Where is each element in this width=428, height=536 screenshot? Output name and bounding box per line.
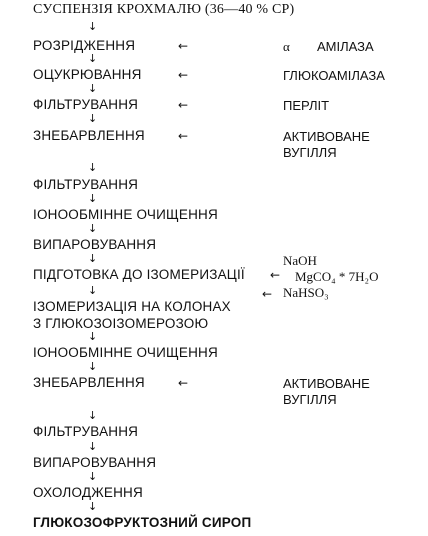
step-filtration-3: ФІЛЬТРУВАННЯ — [33, 424, 139, 439]
down-arrow-icon: ↓ — [88, 440, 98, 453]
step-cooling: ОХОЛОДЖЕННЯ — [33, 485, 143, 500]
step-evaporation-2: ВИПАРОВУВАННЯ — [33, 455, 157, 470]
step-evaporation-1: ВИПАРОВУВАННЯ — [33, 237, 157, 252]
down-arrow-icon: ↓ — [88, 112, 98, 125]
reagent-activated-carbon-2a: АКТИВОВАНЕ — [283, 376, 370, 391]
step-isomerization-line1: ІЗОМЕРИЗАЦІЯ НА КОЛОНАХ — [33, 299, 231, 314]
reagent-perlite: ПЕРЛІТ — [283, 98, 330, 113]
reagent-activated-carbon-1b: ВУГІЛЛЯ — [283, 145, 337, 160]
reagent-amylase: АМІЛАЗА — [317, 39, 374, 54]
step-ion-exchange-1: ІОНООБМІННЕ ОЧИЩЕННЯ — [33, 207, 218, 222]
step-starch-suspension: СУСПЕНЗІЯ КРОХМАЛЮ (36—40 % СР) — [33, 2, 295, 17]
step-decolorization-2: ЗНЕБАРВЛЕННЯ — [33, 375, 145, 390]
reagent-mgco4: MgCO₄ * 7H₂O — [295, 269, 379, 284]
step-decolorization-1: ЗНЕБАРВЛЕННЯ — [33, 128, 145, 143]
down-arrow-icon: ↓ — [88, 330, 98, 343]
down-arrow-icon: ↓ — [88, 222, 98, 235]
reagent-nahso3: NaHSO₃ — [283, 285, 329, 300]
reagent-glucoamylase: ГЛЮКОАМІЛАЗА — [283, 68, 385, 83]
down-arrow-icon: ↓ — [88, 52, 98, 65]
down-arrow-icon: ↓ — [88, 20, 98, 33]
down-arrow-icon: ↓ — [88, 82, 98, 95]
down-arrow-icon: ↓ — [88, 360, 98, 373]
down-arrow-icon: ↓ — [88, 409, 98, 422]
down-arrow-icon: ↓ — [88, 192, 98, 205]
step-final-product: ГЛЮКОЗОФРУКТОЗНИЙ СИРОП — [33, 515, 252, 530]
down-arrow-icon: ↓ — [88, 284, 98, 297]
left-arrow-icon: ← — [178, 98, 189, 112]
reagent-alpha: α — [283, 39, 290, 54]
down-arrow-icon: ↓ — [88, 470, 98, 483]
step-ion-exchange-2: ІОНООБМІННЕ ОЧИЩЕННЯ — [33, 345, 218, 360]
step-isomerization-prep: ПІДГОТОВКА ДО ІЗОМЕРИЗАЦІЇ — [33, 267, 245, 282]
left-arrow-icon: ← — [178, 376, 189, 390]
down-arrow-icon: ↓ — [88, 500, 98, 513]
left-arrow-icon: ← — [270, 268, 281, 282]
reagent-activated-carbon-1a: АКТИВОВАНЕ — [283, 129, 370, 144]
down-arrow-icon: ↓ — [88, 252, 98, 265]
reagent-activated-carbon-2b: ВУГІЛЛЯ — [283, 392, 337, 407]
left-arrow-icon: ← — [262, 287, 273, 301]
step-saccharification: ОЦУКРЮВАННЯ — [33, 67, 142, 82]
step-filtration-2: ФІЛЬТРУВАННЯ — [33, 177, 139, 192]
left-arrow-icon: ← — [178, 68, 189, 82]
left-arrow-icon: ← — [178, 39, 189, 53]
step-liquefaction: РОЗРІДЖЕННЯ — [33, 38, 136, 53]
step-filtration-1: ФІЛЬТРУВАННЯ — [33, 97, 139, 112]
left-arrow-icon: ← — [178, 129, 189, 143]
reagent-naoh: NaOH — [283, 253, 317, 268]
step-isomerization-line2: З ГЛЮКОЗОІЗОМЕРОЗОЮ — [33, 316, 209, 331]
down-arrow-icon: ↓ — [88, 161, 98, 174]
